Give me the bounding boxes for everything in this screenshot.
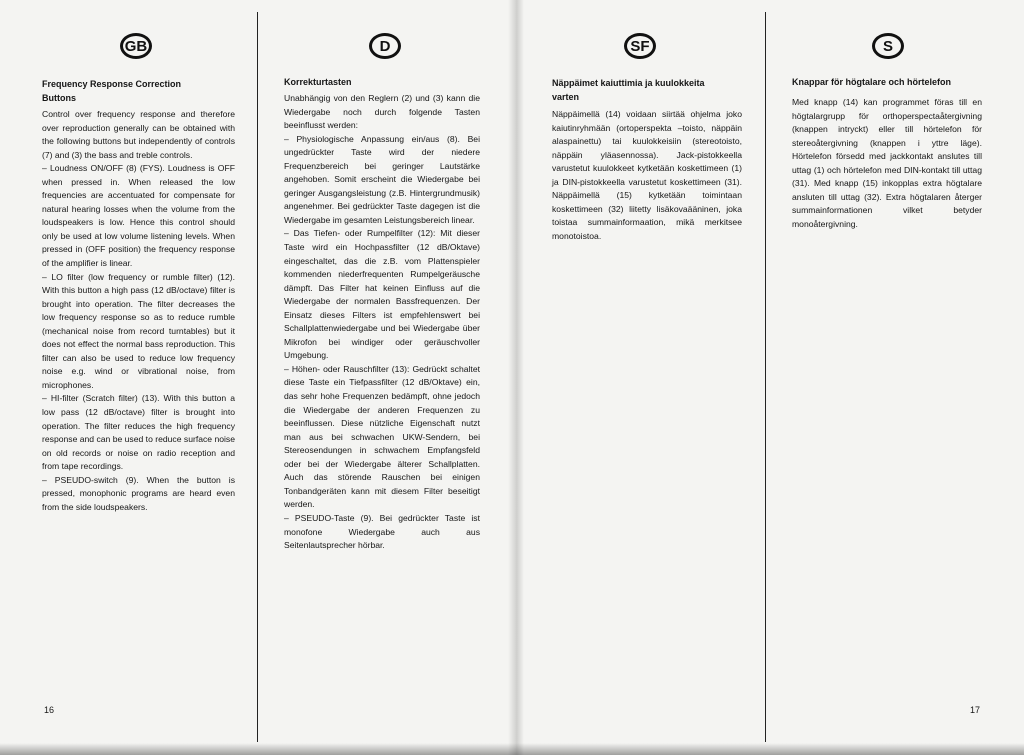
column-sf bbox=[524, 0, 765, 755]
paragraph: Näppäimellä (14) voidaan siirtää ohjelma joko kaiutinryhmään (ortoperspekta –toisto, näppäin alaspainettu) tai kuulokkeisiin (stereotoisto, näppäin yläasennossa). Jack-pistokkeella varustetut kuulokkeet kytketään koskettimeen (1) ja DIN-pistokkeella varustetut koskettimeen (31). Näppäimellä (15) kytketään toimintaan koskettimeen (32) liitetty lisäkovaääninen, joka toistaa summainformaation, mikä merkitsee monotoistoa. bbox=[552, 109, 742, 241]
badge-label: D bbox=[379, 37, 391, 55]
section-heading bbox=[552, 77, 752, 104]
section-heading bbox=[42, 78, 247, 105]
language-badge-s bbox=[872, 33, 904, 59]
body-text bbox=[792, 96, 982, 231]
column-gb bbox=[0, 0, 257, 755]
heading-line: Knappar för högtalare och hörtelefon bbox=[792, 77, 952, 87]
body-text bbox=[552, 108, 742, 243]
language-badge-sf bbox=[624, 33, 656, 59]
column-s bbox=[766, 0, 1024, 755]
paragraph: Control over frequency response and therefore over reproduction generally can be obtained with the following buttons but independently of controls (7) and (3) the bass and treble controls. bbox=[42, 109, 235, 160]
body-text bbox=[42, 108, 235, 514]
paragraph: – PSEUDO-Taste (9). Bei gedrückter Taste ist monofone Wiedergabe auch aus Seitenlautsprecher hörbar. bbox=[284, 512, 480, 551]
paragraph: Unabhängig von den Reglern (2) und (3) kann die Wiedergabe noch durch folgende Tasten beeinflusst werden: bbox=[284, 93, 480, 131]
language-badge-d bbox=[369, 33, 401, 59]
heading-line: Korrekturtasten bbox=[284, 77, 352, 87]
paragraph: – HI-filter (Scratch filter) (13). With this button a low pass (12 dB/octave) filter is brought into operation. The filter reduces the high frequency response and can be used to reduce surface noise on old records or noise on radio reception and from tape recordings. bbox=[42, 393, 236, 472]
paragraph: – PSEUDO-switch (9). When the button is pressed, monophonic programs are heard even from the side loudspeakers. bbox=[42, 474, 235, 512]
column-d bbox=[258, 0, 508, 755]
page-number-right: 17 bbox=[970, 705, 981, 715]
heading-line: Buttons bbox=[42, 92, 76, 103]
badge-label: GB bbox=[124, 37, 148, 55]
section-heading bbox=[792, 76, 1002, 90]
paragraph: – Physiologische Anpassung ein/aus (8). Bei ungedrückter Taste wird der niedere Frequenzbereich bei geringer Lautstärke angehoben. Somit erscheint die Wiedergabe bei geringer Ausgangsleistung (z.B. Hintergrundmusik) angenehmer. Bei gedrückter Taste dagegen ist die Wiedergabe im gesamten Leistungsbereich linear. bbox=[284, 133, 480, 225]
page-number-left: 16 bbox=[44, 705, 55, 715]
paragraph: – Höhen- oder Rauschfilter (13): Gedrückt schaltet diese Taste ein Tiefpassfilter (12 dB/Oktave) ein, das sehr hohe Frequenzen bedämpft, ohne jedoch die Wiedergabe der anderen Frequenzen zu beeinflussen. Diese nützliche Eigenschaft nutzt man aus bei schwachen UKW-Sendern, bei Stereosendungen in schwachem Empfangsfeld oder bei der Wiedergabe älterer Schallplatten. Auch das störende Rauschen bei einigen Tonbandgeräten kann mit diesem Filter beseitigt werden. bbox=[284, 363, 480, 510]
heading-line: Frequency Response Correction bbox=[42, 79, 182, 89]
section-heading bbox=[284, 76, 494, 90]
paragraph: – LO filter (low frequency or rumble filter) (12). With this button a high pass (12 dB/octave) filter is brought into operation. The filter decreases the low frequency response so as to reduce rumble (mechanical noise from record turntables) but it does not effect the normal bass reproduction. This filter can also be used to reduce low frequency noise e.g. wind or vibrational noise, from microphones. bbox=[42, 271, 235, 390]
badge-label: S bbox=[882, 37, 893, 55]
heading-line: Näppäimet kaiuttimia ja kuulokkeita bbox=[552, 78, 705, 88]
language-badge-gb bbox=[120, 33, 152, 59]
body-text bbox=[284, 92, 480, 553]
badge-label: SF bbox=[630, 37, 650, 55]
paragraph: Med knapp (14) kan programmet föras till en högtalargrupp för orthoperspectaåtergivning (knappen intryckt) eller till hörtelefon för stereoåtergivning (knappen i yttre läge). Hörtelefon försedd med jackkontakt anslutes till uttag (1) och hörtelefon med DIN-kontakt till uttag (31). Med knapp (15) inkopplas extra högtalare ansluten till uttag (32). Extra högtalaren återger summainformationen vilket betyder monoåtergivning. bbox=[792, 97, 982, 229]
paragraph: – Loudness ON/OFF (8) (FYS). Loudness is OFF when pressed in. When released the low frequencies are accentuated for compensate for natural hearing losses when the volume from the loudspeakers is low. Hence this control should only be used at low volume listening levels. When pressed in (OFF position) the frequency response of the amplifier is linear. bbox=[42, 163, 235, 269]
page-gutter bbox=[508, 0, 524, 755]
heading-line: varten bbox=[552, 91, 580, 102]
paragraph: – Das Tiefen- oder Rumpelfilter (12): Mit dieser Taste wird ein Hochpassfilter (12 dB/Oktave) eingeschaltet, das die z.B. vom Plattenspieler kommenden niederfrequenten Rumpelgeräusche dämpft. Das Filter hat keinen Einfluss auf die Wiedergabe der normalen Bassfrequenzen. Der Einsatz dieses Filters ist empfehlenswert bei Schallplattenwiedergabe und bei Wiedergabe über Mikrofon bei windiger oder geräuschvoller Umgebung. bbox=[284, 228, 480, 361]
page-edge-shadow bbox=[0, 743, 1024, 755]
